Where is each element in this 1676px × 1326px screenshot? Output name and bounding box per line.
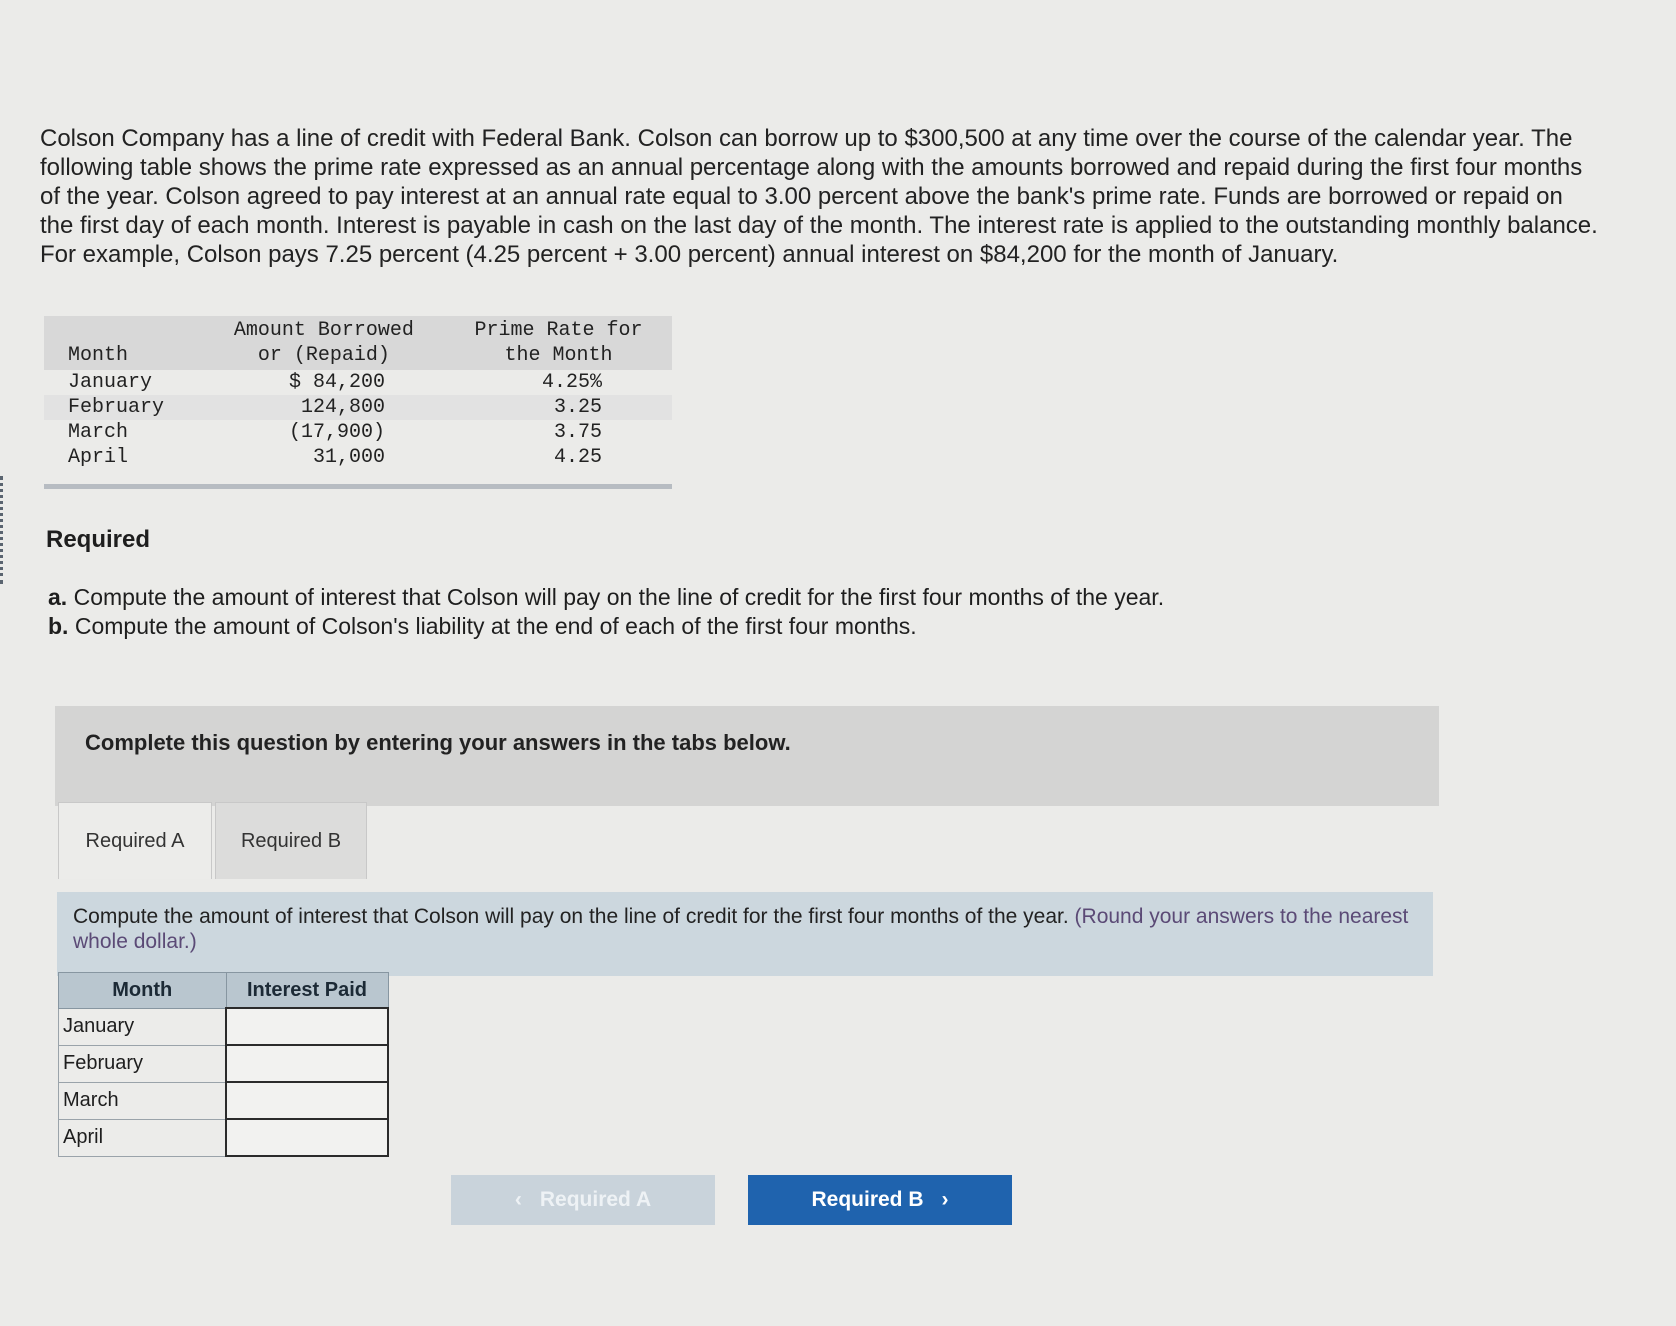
required-item-a-label: a. — [48, 584, 68, 610]
interest-input-january[interactable] — [227, 1009, 387, 1044]
answer-month: January — [59, 1008, 227, 1045]
instruction-banner — [55, 706, 1439, 806]
required-item-b-label: b. — [48, 613, 69, 639]
table-bottom-rule — [44, 484, 672, 489]
answer-table — [58, 972, 389, 1157]
next-required-b-button[interactable] — [748, 1175, 1012, 1225]
required-item-a — [48, 583, 1164, 612]
row-month: February — [44, 395, 203, 420]
interest-cell — [226, 1045, 388, 1082]
amount-header-line1: Amount Borrowed — [233, 319, 414, 342]
interest-input-march[interactable] — [227, 1083, 387, 1118]
answer-row — [59, 1008, 389, 1045]
instruction-banner-text: Complete this question by entering your answers in the tabs below. — [85, 730, 791, 755]
answer-month: March — [59, 1082, 227, 1119]
required-item-b-text: Compute the amount of Colson's liability at the end of each of the first four months. — [74, 613, 917, 639]
answer-header-row — [59, 973, 389, 1009]
tab-instruction — [73, 904, 1423, 954]
row-amount: 124,800 — [203, 395, 445, 420]
answer-row — [59, 1119, 389, 1156]
row-month: January — [68, 371, 153, 394]
chevron-left-icon: ‹ — [514, 1188, 522, 1211]
row-amount: (17,900) — [288, 421, 385, 444]
interest-input-april[interactable] — [227, 1120, 387, 1155]
row-rate: 3.25 — [445, 395, 672, 420]
interest-cell — [226, 1082, 388, 1119]
tab-required-a[interactable]: Required A — [58, 802, 212, 879]
table-row — [44, 395, 672, 420]
tab-instruction-panel — [57, 892, 1433, 976]
amount-header — [203, 316, 445, 370]
amount-header-line2: or (Repaid) — [257, 344, 390, 367]
required-list — [48, 583, 1164, 641]
row-rate: 3.75 — [553, 421, 602, 444]
row-month: March — [68, 421, 129, 444]
next-button-label: Required B — [811, 1188, 924, 1211]
rate-header — [445, 316, 672, 370]
answer-month: April — [59, 1119, 227, 1156]
interest-cell — [226, 1119, 388, 1156]
tab-required-b[interactable]: Required B — [215, 802, 367, 879]
answer-row — [59, 1082, 389, 1119]
prev-button-label: Required A — [539, 1188, 652, 1211]
row-month: April — [68, 446, 129, 469]
row-amount: $ 84,200 — [288, 371, 385, 394]
table-row — [44, 420, 672, 445]
table-row — [44, 370, 672, 395]
rounding-note: (Round your answers to the nearest whole dollar.) — [73, 905, 1409, 953]
interest-cell — [226, 1008, 388, 1045]
prev-required-a-button[interactable] — [451, 1175, 715, 1225]
row-amount: 31,000 — [312, 446, 385, 469]
required-heading: Required — [46, 526, 151, 553]
chevron-right-icon: › — [941, 1188, 949, 1211]
problem-intro: Colson Company has a line of credit with Federal Bank. Colson can borrow up to $300,500 at any time over the course of the calendar year. The following table shows the prime rate expressed as an annual percentage along with the amounts borrowed and repaid during the first four months of the year. Colson agreed to pay interest at an annual rate equal to 3.00 percent above the bank's prime rate. Funds are borrowed or repaid on the first day of each month. Interest is payable in cash on the last day of the month. The interest rate is applied to the outstanding monthly balance. For example, Colson pays 7.25 percent (4.25 percent + 3.00 percent) annual interest on $84,200 for the month of January. — [40, 125, 1598, 268]
window-edge-marker — [0, 476, 7, 584]
row-rate: 4.25% — [541, 371, 602, 394]
rate-header-line1: Prime Rate for — [474, 319, 643, 342]
rate-header-line2: the Month — [504, 344, 613, 367]
required-item-b — [48, 612, 1164, 641]
data-table-header-row — [44, 316, 672, 370]
credit-data-table — [44, 316, 672, 470]
answer-month-header: Month — [59, 973, 227, 1009]
answer-row — [59, 1045, 389, 1082]
required-item-a-text: Compute the amount of interest that Colson will pay on the line of credit for the first four months of the year. — [73, 584, 1165, 610]
answer-interest-header: Interest Paid — [226, 973, 388, 1009]
month-header: Month — [44, 316, 203, 370]
interest-input-february[interactable] — [227, 1046, 387, 1081]
table-row — [44, 445, 672, 470]
answer-month: February — [59, 1045, 227, 1082]
tab-instruction-text: Compute the amount of interest that Colson will pay on the line of credit for the first four months of the year. — [73, 905, 1069, 928]
row-rate: 4.25 — [553, 446, 602, 469]
